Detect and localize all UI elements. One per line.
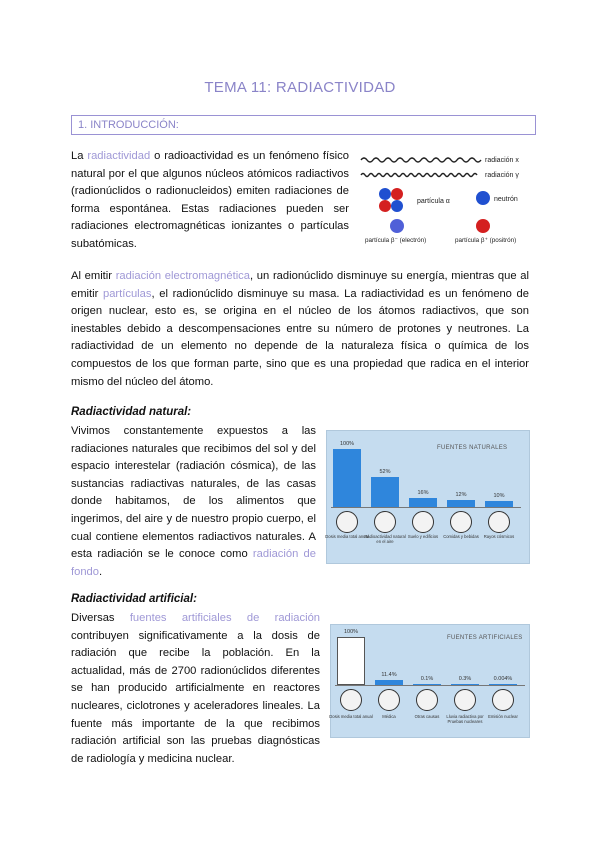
neutron-label: neutrón (494, 196, 518, 203)
category-label: Radioactividad natural en el aire (364, 534, 406, 544)
bar-value-label: 100% (339, 441, 355, 447)
artificial-sources-chart (330, 624, 530, 738)
chart-title: FUENTES ARTIFICIALES (447, 635, 523, 641)
category-label: Dosis media total anual (329, 714, 373, 719)
alpha-particle-icon (379, 188, 403, 212)
term-radiacion-electromagnetica: radiación electromagnética (115, 270, 250, 282)
category-label: Lluvia radiactiva por Pruebas nucleares (446, 714, 484, 724)
chart-baseline (335, 685, 525, 686)
bar-value-label: 0.004% (493, 675, 513, 682)
bar-value-label: 0.3% (458, 675, 472, 682)
bar-3 (413, 684, 441, 685)
category-label: Rayos cósmicos (483, 534, 515, 539)
category-icon (488, 511, 510, 533)
bar-value-label: 12% (455, 492, 467, 499)
term-particulas: partículas (102, 287, 152, 300)
bar-value-label: 0.1% (420, 675, 434, 682)
heading-radiactividad-artificial: Radiactividad artificial: (71, 593, 197, 605)
section-heading-introduccion: 1. INTRODUCCIÓN: (71, 115, 536, 135)
category-icon (374, 511, 396, 533)
term-radiactividad: radiactividad (87, 150, 151, 162)
bar-1 (333, 449, 361, 507)
artificial-paragraph (71, 610, 320, 768)
bar-3 (409, 498, 437, 507)
bar-value-label: 11.4% (381, 671, 397, 678)
electron-icon (390, 219, 404, 233)
intro-paragraph-1 (71, 148, 349, 254)
x-ray-label: radiación x (485, 157, 519, 164)
bar-4 (451, 684, 479, 685)
artificial-text-a: Diversas (71, 612, 130, 624)
bar-value-label: 10% (493, 493, 505, 500)
bar-value-label: 100% (343, 629, 359, 635)
bar-5 (489, 684, 517, 685)
neutron-icon (476, 191, 490, 205)
natural-text-a: Vivimos constantemente expuestos a las radiaciones naturales que recibimos del sol y del espacio interestelar (radiación cósmica), de las sustancias radiactivas naturales, de las casas donde habitamos, de los alimentos que ingerimos, del aire y de nuestro propio cuerpo, el cual contiene elementos radiactivos naturales. A esta radiación se le conoce como (71, 425, 316, 561)
radiation-types-svg (357, 148, 529, 248)
intro-p2-c: , el radionúclido disminuye su masa. La radiactividad es un fenómeno de origen nuclear, esto es, se origina en el núcleo de los átomos radiactivos, que son inestables debido a descompensaciones entre su número de protones y neutrones. La radiactividad de un elemento no depende de la naturaleza física o química de los compuestos de los que forman parte, sino que es una propiedad que radica en el interior mismo del núcleo del átomo. (71, 287, 529, 388)
page-title: TEMA 11: RADIACTIVIDAD (204, 79, 396, 96)
category-icon (450, 511, 472, 533)
alpha-label: partícula α (417, 198, 450, 205)
beta-minus-label: partícula β⁻ (electrón) (365, 237, 427, 244)
intro-paragraph-2 (71, 268, 529, 391)
intro-p1-before: La (71, 150, 88, 162)
category-label: Emisión nuclear (488, 714, 518, 719)
category-icon (416, 689, 438, 711)
term-radiacion-de-fondo: radiación de fondo (71, 548, 317, 578)
gamma-label: radiación γ (485, 172, 519, 179)
chart-title: FUENTES NATURALES (437, 445, 508, 451)
category-label: Comidas y bebidas (443, 534, 479, 539)
beta-plus-label: partícula β⁺ (positrón) (455, 237, 517, 244)
category-label: Dosis media total anual (325, 534, 369, 539)
natural-paragraph (71, 423, 316, 581)
intro-p2-b: , un radionúclido disminuye su energía, mientras que al emitir (71, 270, 529, 300)
gamma-wave-icon (361, 174, 477, 177)
category-label: Otras causas (414, 714, 440, 719)
bar-5 (485, 501, 513, 507)
category-icon (454, 689, 476, 711)
bar-value-label: 16% (417, 489, 429, 496)
positron-icon (476, 219, 490, 233)
intro-p2-a: Al emitir (71, 270, 116, 282)
category-icon (340, 689, 362, 711)
bar-1 (337, 637, 365, 685)
chart-baseline (331, 507, 521, 508)
category-icon (378, 689, 400, 711)
bar-4 (447, 500, 475, 507)
category-label: Suelo y edificios (407, 534, 439, 539)
natural-sources-chart (326, 430, 530, 564)
natural-text-b: . (99, 565, 103, 578)
category-label: Médica (382, 714, 396, 719)
category-icon (492, 689, 514, 711)
radiation-types-figure (357, 148, 529, 248)
category-icon (412, 511, 434, 533)
heading-radiactividad-natural: Radiactividad natural: (71, 406, 192, 418)
artificial-text-b: contribuyen significativamente a la dosis de radiación que recibe la población. En la actualidad, más de 2700 radionúclidos diferentes se han producido artificialmente en reactores nucleares, ciclotrones y aceleradores lineales. La fuente más importante de la que recibimos radiación artificial son las pruebas diagnósticas de radiología y medicina nuclear. (71, 629, 320, 765)
x-ray-wave-icon (361, 158, 481, 162)
term-fuentes-artificiales: fuentes artificiales de radiación (129, 612, 321, 624)
category-icon (336, 511, 358, 533)
bar-value-label: 52% (379, 468, 391, 475)
bar-2 (371, 477, 399, 507)
bar-2 (375, 680, 403, 685)
intro-p1-after: o radioactividad es un fenómeno físico natural por el que algunos núcleos atómicos radiactivos (radionúclidos o radionucleidos) emiten radiaciones de forma espontánea. Estas radiaciones pueden ser radiaciones electromagnéticas ionizantes o partículas subatómicas. (71, 150, 349, 250)
